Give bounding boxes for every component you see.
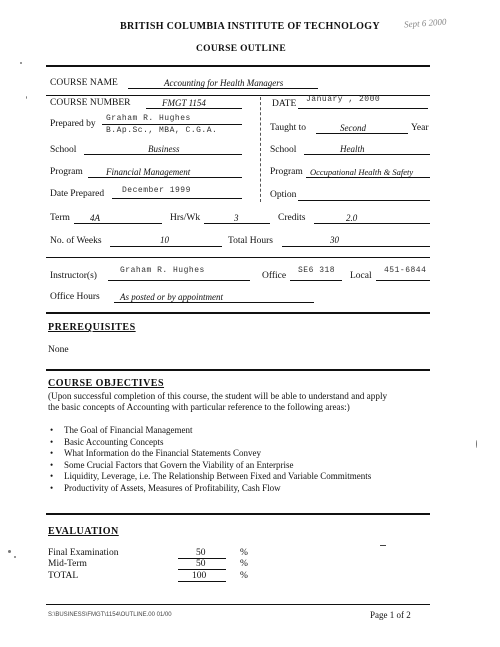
date-prepared-value: December 1999 [122, 186, 191, 195]
date-prepared-label: Date Prepared [50, 189, 105, 199]
office-value: SE6 318 [298, 266, 336, 275]
objectives-list [48, 425, 371, 494]
prepared-by-value-2: B.Ap.Sc., MBA, C.G.A. [106, 126, 218, 135]
course-number-value: FMGT 1154 [162, 98, 206, 108]
date-prepared-line [112, 198, 242, 199]
evaluation-heading: EVALUATION [48, 526, 119, 537]
course-number-line [146, 108, 242, 109]
eval-label-total: TOTAL [48, 571, 79, 581]
program-label-right: Program [270, 167, 303, 177]
prerequisites-heading: PREREQUISITES [48, 322, 136, 333]
program-line-left [88, 177, 242, 178]
hrs-wk-label: Hrs/Wk [170, 213, 201, 223]
school-label-right: School [270, 145, 297, 155]
footer-rule [46, 604, 430, 605]
school-value-left: Business [148, 144, 180, 154]
school-label-left: School [50, 145, 77, 155]
credits-label: Credits [278, 213, 306, 223]
list-item: • The Goal of Financial Management [48, 425, 371, 437]
eval-value-total: 100 [192, 571, 207, 581]
objectives-intro-line-1: (Upon successful completion of this course, the student will be able to understand and apply [48, 391, 388, 401]
hrs-wk-value: 3 [234, 213, 239, 223]
weeks-label: No. of Weeks [50, 236, 102, 246]
evaluation-rule [46, 513, 430, 515]
school-line-left [84, 154, 242, 155]
eval-unit-final: % [240, 548, 248, 558]
file-reference: S:\BUSINESS\FMGT\1154\OUTLINE.00 01/00 [48, 612, 172, 618]
weeks-line [110, 246, 222, 247]
instructor-line [108, 280, 250, 281]
term-line [74, 223, 162, 224]
eval-label-midterm: Mid-Term [48, 559, 87, 569]
taught-to-line [316, 133, 408, 134]
option-label: Option [270, 190, 297, 200]
term-value: 4A [90, 213, 100, 223]
document-title: COURSE OUTLINE [196, 44, 286, 54]
scan-speck [8, 550, 11, 553]
eval-value-midterm: 50 [196, 559, 206, 569]
prepared-by-label: Prepared by [50, 119, 96, 129]
school-value-right: Health [340, 144, 365, 154]
scan-speck [476, 440, 477, 448]
eval-line-total [178, 581, 226, 582]
program-label-left: Program [50, 167, 83, 177]
eval-value-final: 50 [196, 548, 206, 558]
weeks-value: 10 [160, 235, 169, 245]
office-hours-line [114, 302, 314, 303]
prepared-by-line [102, 124, 242, 125]
total-hours-label: Total Hours [228, 236, 273, 246]
office-label: Office [262, 271, 287, 281]
stray-mark [380, 545, 386, 546]
total-hours-line [282, 246, 430, 247]
course-name-value: Accounting for Health Managers [164, 78, 284, 88]
local-line [376, 280, 430, 281]
objectives-rule [46, 369, 430, 371]
eval-unit-total: % [240, 571, 248, 581]
objectives-intro-line-2: the basic concepts of Accounting with particular reference to the following areas:) [48, 402, 350, 412]
corner-stamp: Sept 6 2000 [403, 16, 447, 30]
taught-to-value: Second [340, 123, 366, 133]
scan-speck [14, 556, 16, 558]
credits-value: 2.0 [346, 213, 358, 223]
course-name-label: COURSE NAME [50, 78, 118, 88]
local-label: Local [350, 271, 372, 281]
option-line [298, 200, 430, 201]
list-item: • What Information do the Financial Statements Convey [48, 448, 371, 460]
scan-speck [20, 62, 22, 64]
office-hours-value: As posted or by appointment [120, 292, 223, 302]
scan-speck [26, 96, 27, 99]
year-label: Year [411, 123, 429, 133]
program-value-right: Occupational Health & Safety [310, 167, 414, 177]
total-hours-value: 30 [330, 235, 339, 245]
course-name-line [128, 88, 318, 89]
list-item: • Productivity of Assets, Measures of Profitability, Cash Flow [48, 483, 371, 495]
program-value-left: Financial Management [106, 167, 191, 177]
date-line [298, 108, 428, 109]
eval-line-midterm [178, 569, 226, 570]
top-rule [46, 65, 430, 67]
date-value: January , 2000 [306, 95, 381, 104]
local-value: 451-6844 [384, 266, 427, 275]
course-number-label: COURSE NUMBER [50, 98, 131, 108]
taught-to-label: Taught to [270, 123, 307, 133]
instructor-label: Instructor(s) [50, 271, 97, 281]
instructor-value: Graham R. Hughes [120, 266, 205, 275]
eval-label-final: Final Examination [48, 548, 119, 558]
office-hours-label: Office Hours [50, 292, 100, 302]
eval-unit-midterm: % [240, 559, 248, 569]
page-number: Page 1 of 2 [370, 610, 411, 620]
column-separator [260, 97, 261, 202]
instructor-rule [46, 257, 430, 258]
hrs-wk-line [204, 223, 270, 224]
prerequisites-text: None [48, 345, 69, 355]
office-line [290, 280, 342, 281]
program-line-right [306, 177, 430, 178]
term-label: Term [50, 213, 70, 223]
objectives-heading: COURSE OBJECTIVES [48, 378, 165, 389]
credits-line [314, 223, 430, 224]
school-line-right [304, 154, 430, 155]
prerequisites-rule [46, 312, 430, 314]
institution-name: BRITISH COLUMBIA INSTITUTE OF TECHNOLOGY [120, 21, 380, 32]
list-item: • Liquidity, Leverage, i.e. The Relationship Between Fixed and Variable Commitments [48, 471, 371, 483]
prepared-by-value-1: Graham R. Hughes [106, 114, 191, 123]
list-item: • Basic Accounting Concepts [48, 437, 371, 449]
date-label: DATE [272, 99, 297, 109]
list-item: • Some Crucial Factors that Govern the Viability of an Enterprise [48, 460, 371, 472]
